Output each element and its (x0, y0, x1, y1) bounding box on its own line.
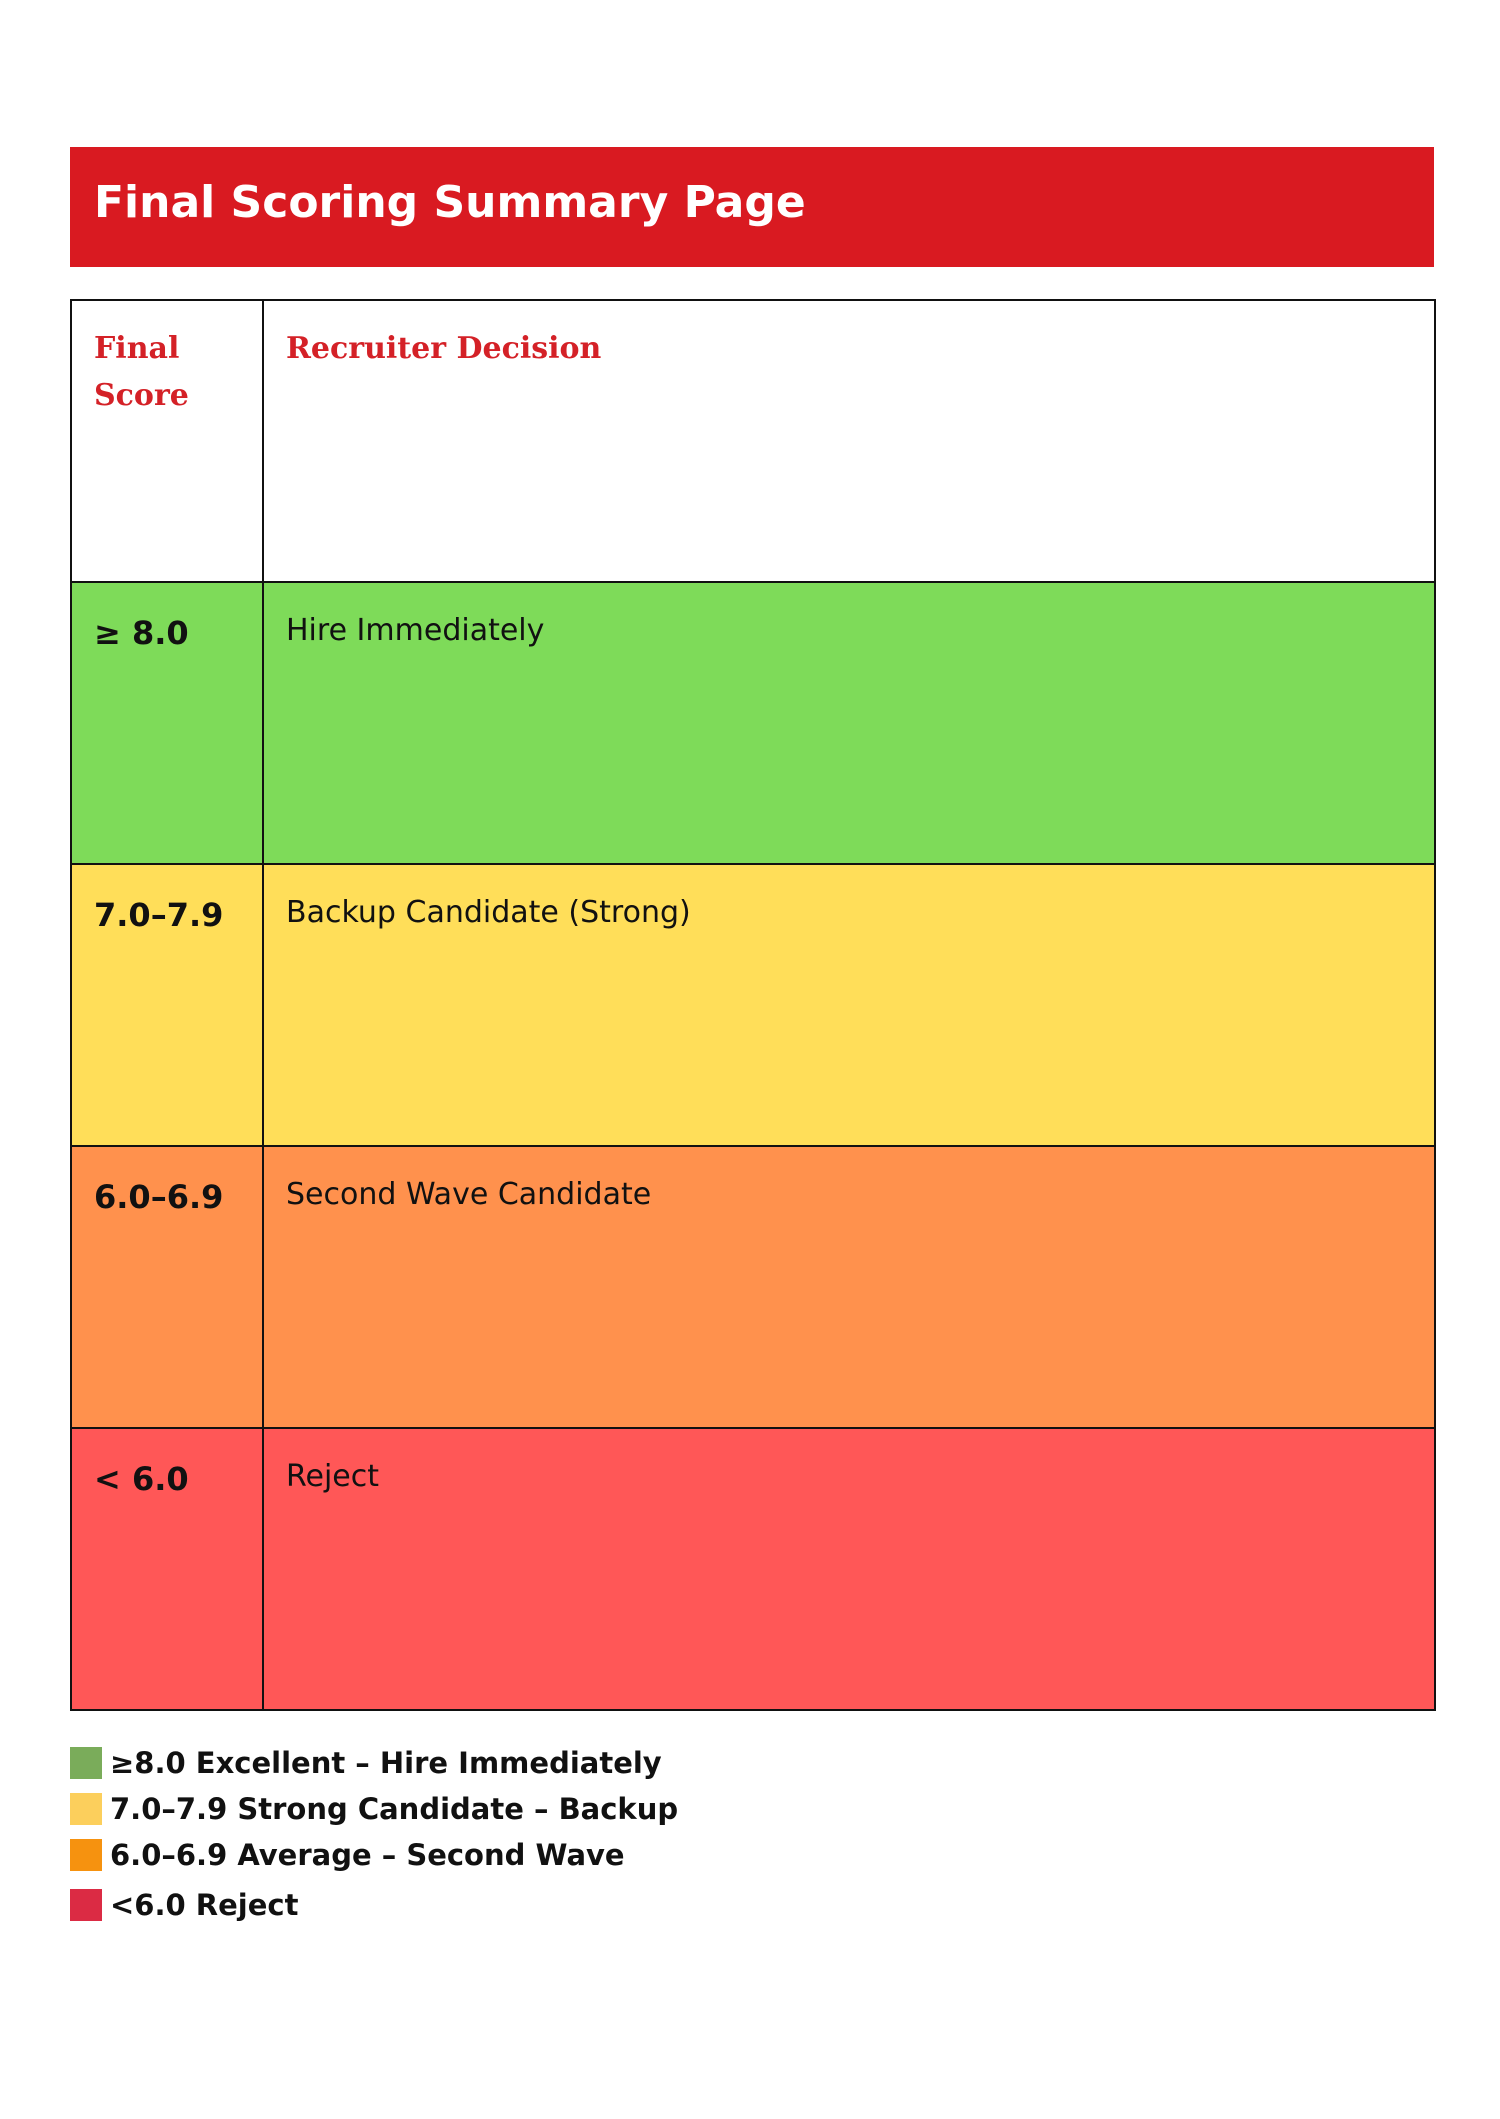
legend-label: 7.0–7.9 Strong Candidate – Backup (110, 1792, 679, 1826)
decision-cell: Backup Candidate (Strong) (263, 864, 1435, 1146)
score-range-cell: 7.0–7.9 (71, 864, 263, 1146)
page-title: Final Scoring Summary Page (94, 177, 806, 228)
table-row (71, 1146, 1435, 1428)
legend-swatch (70, 1793, 102, 1825)
table-header-row (71, 300, 1435, 582)
table-row (71, 1428, 1435, 1710)
header-recruiter-decision: Recruiter Decision (263, 300, 1435, 582)
decision-cell: Hire Immediately (263, 582, 1435, 864)
legend-item (70, 1740, 970, 1786)
legend-swatch (70, 1889, 102, 1921)
legend-swatch (70, 1747, 102, 1779)
legend-item (70, 1832, 970, 1878)
legend-label: <6.0 Reject (110, 1888, 299, 1922)
legend-label: 6.0–6.9 Average – Second Wave (110, 1838, 625, 1872)
legend-label: ≥8.0 Excellent – Hire Immediately (110, 1746, 662, 1780)
legend (70, 1740, 970, 1928)
table-row (71, 864, 1435, 1146)
title-banner (70, 147, 1434, 267)
score-range-cell: < 6.0 (71, 1428, 263, 1710)
decision-cell: Second Wave Candidate (263, 1146, 1435, 1428)
score-range-cell: ≥ 8.0 (71, 582, 263, 864)
header-final-score: Final Score (71, 300, 263, 582)
score-range-cell: 6.0–6.9 (71, 1146, 263, 1428)
table-row (71, 582, 1435, 864)
legend-swatch (70, 1839, 102, 1871)
scoring-table (70, 299, 1436, 1711)
legend-item (70, 1786, 970, 1832)
decision-cell: Reject (263, 1428, 1435, 1710)
legend-item (70, 1882, 970, 1928)
